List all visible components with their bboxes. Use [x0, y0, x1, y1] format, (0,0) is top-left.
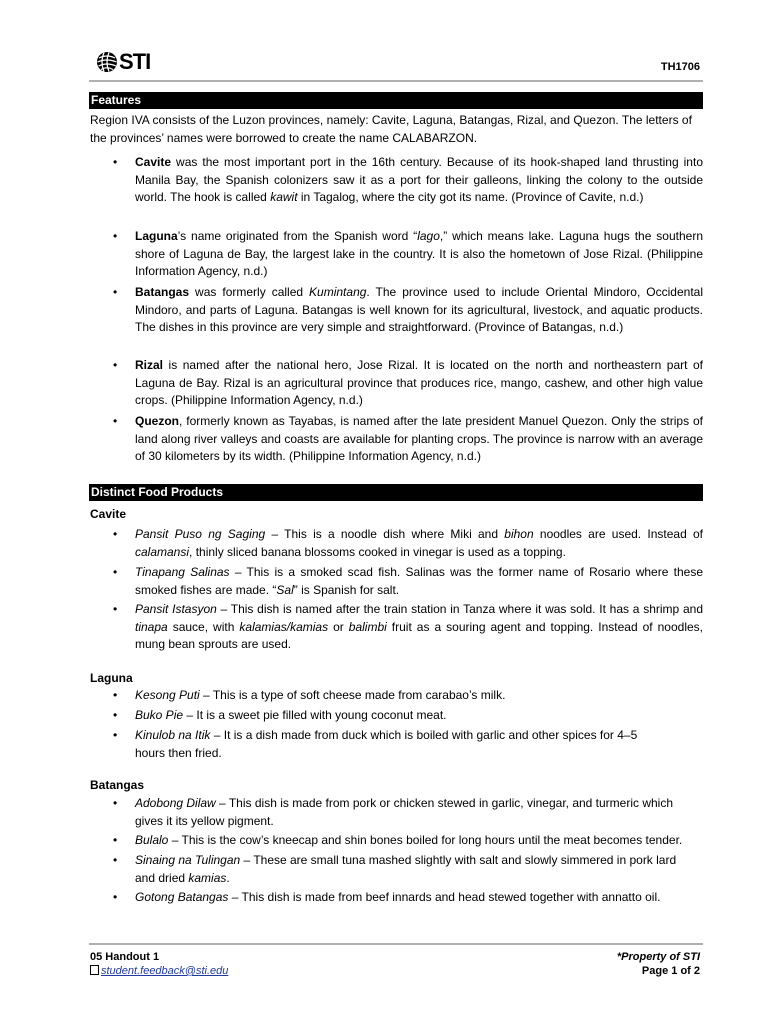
dish-emphasis: kamias [188, 870, 227, 885]
bullet: • [113, 527, 118, 541]
bullet: • [113, 688, 118, 702]
dish-name: Kesong Puti [135, 688, 200, 702]
bullet: • [113, 890, 118, 904]
property-label: *Property of STI [616, 951, 700, 963]
dish-emphasis: balimbi [348, 619, 387, 634]
features-heading: Features [89, 92, 703, 109]
food-item [135, 601, 703, 654]
dish-emphasis: calamansi [135, 544, 190, 559]
dish-text: – This is the cow’s kneecap and shin bones boiled for long hours until the meat becomes tender. [168, 833, 683, 847]
bullet: • [113, 796, 118, 810]
feature-text: . The province used to include Oriental Mindoro, Occidental Mindoro, and parts of Laguna. Batangas is well known for its agricultural, livestock, and aquatic products. The dishes in this province are very simple and straightforward. (Province of Batangas, n.d.) [135, 285, 703, 334]
dish-text: – This is a type of soft cheese made from carabao’s milk. [199, 688, 506, 702]
bullet: • [113, 602, 118, 616]
logo-text: STI [119, 49, 151, 74]
province-name: Rizal [135, 358, 164, 372]
dish-name: Adobong Dilaw [135, 796, 216, 810]
footer-left [90, 950, 228, 978]
food-heading: Distinct Food Products [89, 484, 703, 501]
feature-item-rizal [135, 357, 703, 410]
dish-text: or [328, 619, 349, 634]
dish-text: – These are small tuna mashed slightly with salt and slowly simmered in pork lard and dried [135, 853, 677, 885]
feature-item-cavite [135, 154, 703, 207]
dish-emphasis: kalamias/kamias [239, 619, 329, 634]
province-name: Cavite [135, 155, 172, 169]
mail-icon [90, 965, 99, 975]
food-item [135, 727, 670, 762]
dish-name: Gotong Batangas [135, 890, 229, 904]
feature-emphasis: kawit [270, 190, 298, 204]
feature-emphasis: lago [417, 229, 440, 243]
dish-emphasis: tinapa [135, 619, 168, 634]
food-item [135, 707, 703, 725]
dish-emphasis: Sal [276, 582, 294, 597]
dish-text: – This dish is named after the train station in Tanza where it was sold. It has a shrimp and [216, 602, 703, 616]
bullet: • [113, 708, 118, 722]
bullet: • [113, 833, 118, 847]
food-item [135, 852, 685, 887]
dish-name: Sinaing na Tulingan [135, 853, 241, 867]
dish-text: . [226, 870, 230, 885]
footer-divider [89, 943, 703, 945]
food-item [135, 564, 703, 599]
feedback-email-link[interactable]: student.feedback@sti.edu [101, 965, 229, 977]
dish-text: , thinly sliced banana blossoms cooked in vinegar is used as a topping. [189, 544, 566, 559]
food-subheading-batangas: Batangas [90, 778, 145, 792]
province-name: Quezon [135, 414, 179, 428]
dish-text: – This is a smoked scad fish. Salinas was the former name of Rosario where these smoked fishes are made. “ [135, 565, 704, 597]
dish-name: Bulalo [135, 833, 169, 847]
province-name: Batangas [135, 285, 190, 299]
handout-label: 05 Handout 1 [90, 951, 160, 963]
dish-name: Kinulob na Itik [135, 728, 211, 742]
dish-text: – This dish is made from beef innards and head stewed together with annatto oil. [228, 890, 661, 904]
dish-text: – This dish is made from pork or chicken stewed in garlic, vinegar, and turmeric which gives it its yellow pigment. [135, 796, 674, 828]
food-item [135, 832, 710, 850]
feature-text: ’s name originated from the Spanish word “ [177, 229, 418, 243]
sti-logo [96, 49, 150, 75]
dish-text: – It is a sweet pie filled with young coconut meat. [183, 708, 447, 722]
feature-text: is named after the national hero, Jose Rizal. It is located on the north and northeastern part of Laguna de Bay. Rizal is an agricultural province that produces rice, mango, cashew, and other high value crops. (Philippine Information Agency, n.d.) [135, 358, 703, 407]
feature-text: , formerly known as Tayabas, is named after the late president Manuel Quezon. Only the strips of land along river valleys and coasts are available for planting crops. The province is narrow with an average of 30 kilometers by its width. (Philippine Information Agency, n.d.) [135, 414, 703, 463]
food-item [135, 795, 675, 830]
dish-text: – It is a dish made from duck which is boiled with garlic and other spices for 4–5 hours then fried. [135, 728, 638, 760]
features-intro: Region IVA consists of the Luzon provinces, namely: Cavite, Laguna, Batangas, Rizal, and Quezon. The letters of the provinces’ names were borrowed to create the name CALABARZON. [90, 113, 692, 145]
food-item [135, 526, 703, 561]
bullet: • [113, 155, 118, 169]
food-subheading-laguna: Laguna [90, 671, 133, 685]
header-divider [89, 80, 703, 82]
food-item [135, 889, 703, 907]
feature-item-batangas [135, 284, 703, 337]
dish-name: Tinapang Salinas [135, 565, 230, 579]
dish-name: Pansit Istasyon [135, 602, 217, 616]
bullet: • [113, 414, 118, 428]
feature-text: ,” which means lake. Laguna hugs the southern shore of Laguna de Bay, the largest lake in the country. It is also the hometown of Jose Rizal. (Philippine Information Agency, n.d.) [135, 229, 703, 278]
feature-text: in Tagalog, where the city got its name. (Province of Cavite, n.d.) [297, 190, 644, 204]
bullet: • [113, 229, 118, 243]
dish-text: noodles are used. Instead of [533, 527, 704, 541]
bullet: • [113, 728, 118, 742]
feature-emphasis: Kumintang [309, 285, 367, 299]
footer-right [617, 950, 700, 978]
bullet: • [113, 853, 118, 867]
page-number: Page 1 of 2 [641, 965, 700, 977]
feature-item-laguna [135, 228, 703, 281]
globe-icon [96, 51, 118, 73]
dish-text: sauce, with [167, 619, 240, 634]
bullet: • [113, 285, 118, 299]
bullet: • [113, 565, 118, 579]
feature-item-quezon [135, 413, 703, 466]
document-code: TH1706 [660, 61, 700, 73]
food-subheading-cavite: Cavite [90, 507, 127, 521]
dish-text: – This is a noodle dish where Miki and [265, 527, 505, 541]
dish-text: ” is Spanish for salt. [293, 582, 400, 597]
food-item [135, 687, 703, 705]
province-name: Laguna [135, 229, 178, 243]
dish-text: fruit as a souring agent and topping. Instead of noodles, mung bean sprouts are used. [135, 619, 703, 651]
bullet: • [113, 358, 118, 372]
dish-emphasis: bihon [504, 527, 534, 541]
feature-text: was the most important port in the 16th century. Because of its hook-shaped land thrusting into Manila Bay, the Spanish colonizers saw it as a port for their galleons, linking the colony to the outside world. The hook is called [135, 155, 703, 204]
dish-name: Buko Pie [135, 708, 184, 722]
dish-name: Pansit Puso ng Saging [135, 527, 266, 541]
feature-text: was formerly called [189, 285, 310, 299]
